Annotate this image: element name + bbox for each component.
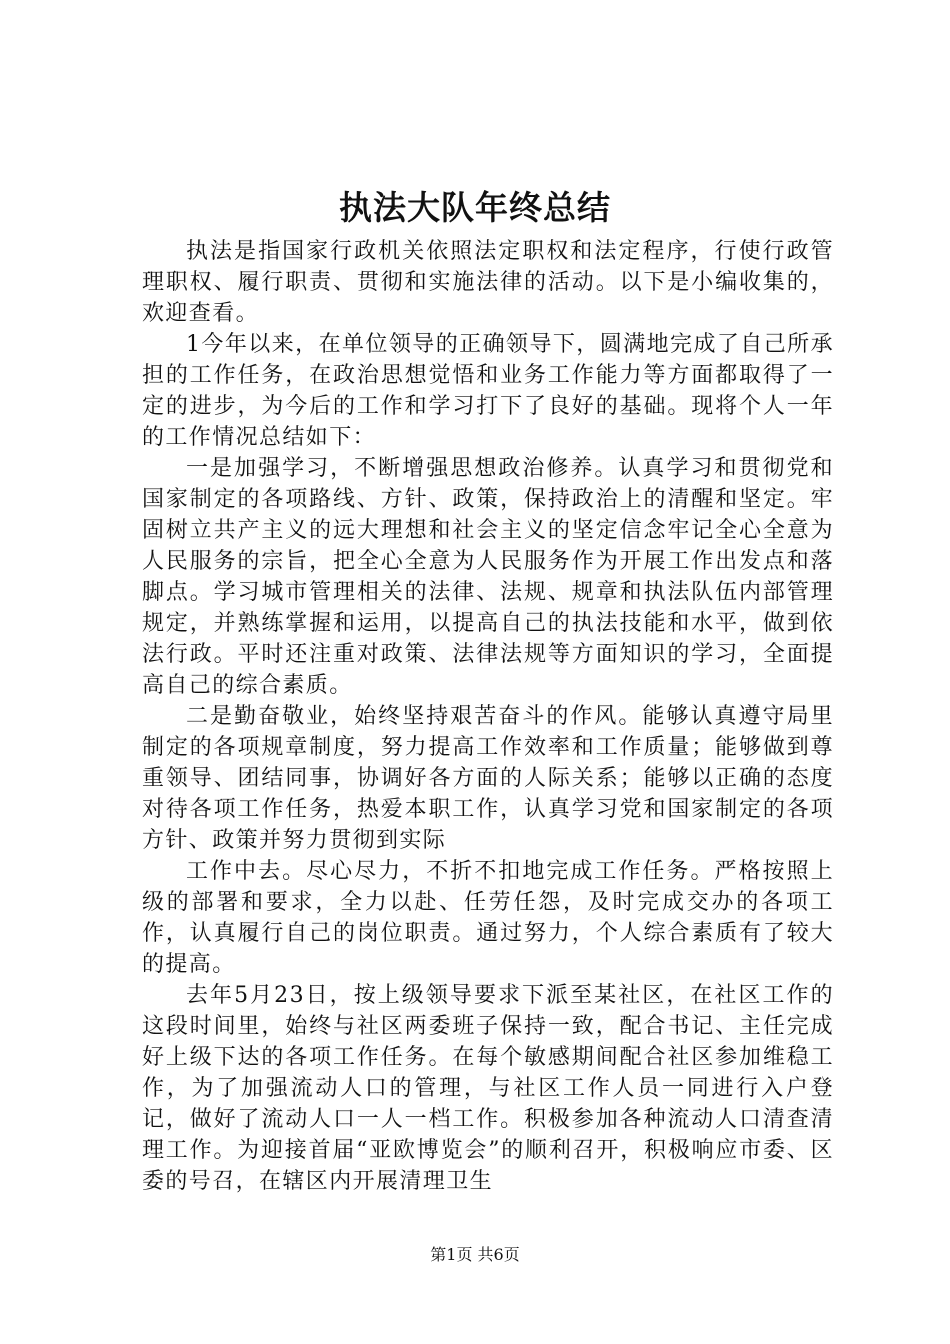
page-total: 共6页 xyxy=(477,1245,520,1264)
paragraph-community: 去年5月23日，按上级领导要求下派至某社区，在社区工作的这段时间里，始终与社区两委班子保持一致，配合书记、主任完成好上级下达的各项工作任务。在每个敏感期间配合社区参加维稳工作，为了加强流动人口的管理，与社区工作人员一同进行入户登记，做好了流动人口一人一档工作。积极参加各种流动人口清查清理工作。为迎接首届“亚欧博览会”的顺利召开，积极响应市委、区委的号召，在辖区内开展清理卫生 xyxy=(142,983,834,1194)
page-footer xyxy=(0,1244,950,1266)
page-number: 第1页 xyxy=(430,1245,473,1264)
document-title: 执法大队年终总结 xyxy=(339,188,611,227)
paragraph-intro: 执法是指国家行政机关依照法定职权和法定程序，行使行政管理职权、履行职责、贯彻和实施法律的活动。以下是小编收集的，欢迎查看。 xyxy=(142,239,834,326)
paragraph-diligence: 二是勤奋敬业，始终坚持艰苦奋斗的作风。能够认真遵守局里制定的各项规章制度，努力提高工作效率和工作质量；能够做到尊重领导、团结同事，协调好各方面的人际关系；能够以正确的态度对待各项工作任务，热爱本职工作，认真学习党和国家制定的各项方针、政策并努力贯彻到实际 xyxy=(142,704,834,853)
paragraph-overview: 1今年以来，在单位领导的正确领导下，圆满地完成了自己所承担的工作任务，在政治思想觉悟和业务工作能力等方面都取得了一定的进步，为今后的工作和学习打下了良好的基础。现将个人一年的工作情况总结如下： xyxy=(142,332,834,450)
document-body xyxy=(142,236,834,1197)
paragraph-study: 一是加强学习，不断增强思想政治修养。认真学习和贯彻党和国家制定的各项路线、方针、政策，保持政治上的清醒和坚定。牢固树立共产主义的远大理想和社会主义的坚定信念牢记全心全意为人民服务的宗旨，把全心全意为人民服务作为开展工作出发点和落脚点。学习城市管理相关的法律、法规、规章和执法队伍内部管理规定，并熟练掌握和运用，以提高自己的执法技能和水平，做到依法行政。平时还注重对政策、法律法规等方面知识的学习，全面提高自己的综合素质。 xyxy=(142,456,834,698)
paragraph-work: 工作中去。尽心尽力，不折不扣地完成工作任务。严格按照上级的部署和要求，全力以赴、任劳任怨，及时完成交办的各项工作，认真履行自己的岗位职责。通过努力，个人综合素质有了较大的提高。 xyxy=(142,859,834,977)
